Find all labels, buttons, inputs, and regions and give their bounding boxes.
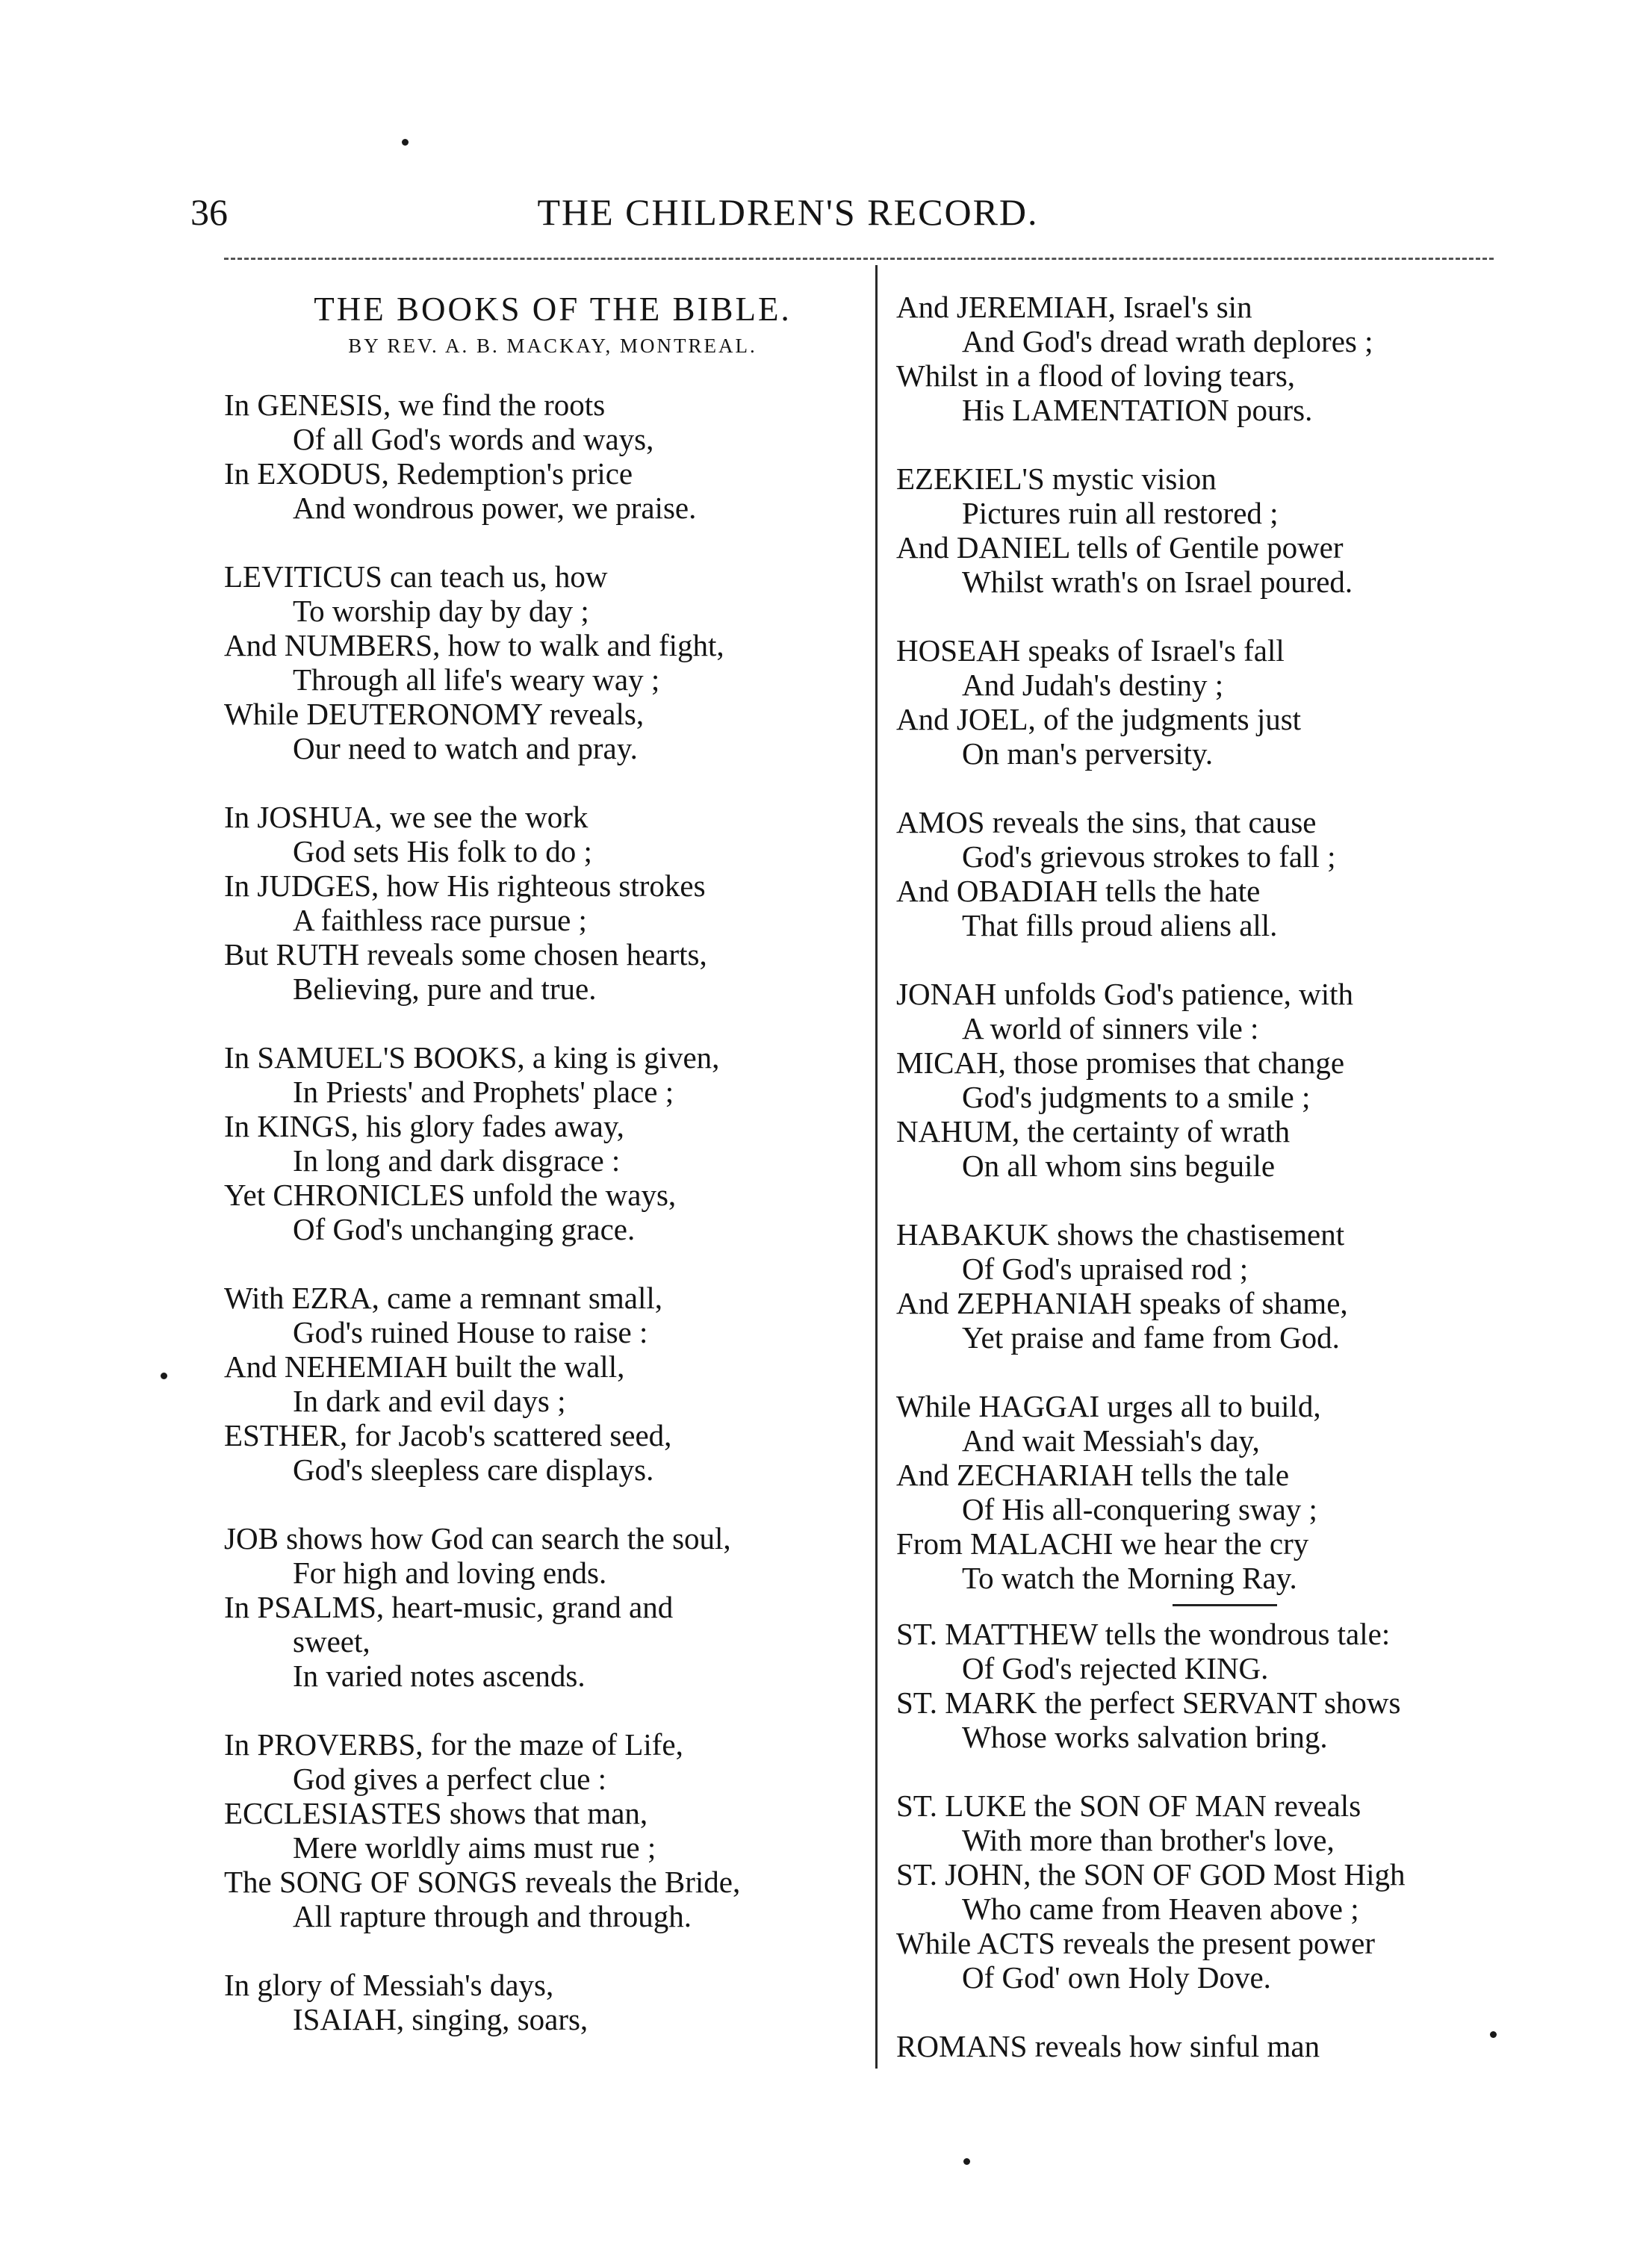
poem-line: MICAH, those promises that change <box>896 1045 1345 1080</box>
poem-line: In EXODUS, Redemption's price <box>224 456 633 491</box>
poem-line: Whilst in a flood of loving tears, <box>896 358 1296 393</box>
poem-line: HABAKUK shows the chastisement <box>896 1217 1345 1252</box>
poem-line: To worship day by day ; <box>293 594 589 628</box>
poem-line: ECCLESIASTES shows that man, <box>224 1796 648 1830</box>
stanza <box>896 1789 1509 1995</box>
poem-line: And wondrous power, we praise. <box>293 491 697 525</box>
poem-line: In SAMUEL'S BOOKS, a king is given, <box>224 1040 720 1075</box>
poem-line: To watch the Morning Ray. <box>962 1561 1297 1595</box>
poem-line: Of His all-conquering sway ; <box>962 1492 1317 1526</box>
poem-line: HOSEAH speaks of Israel's fall <box>896 633 1285 668</box>
poem-line: In GENESIS, we find the roots <box>224 388 606 422</box>
poem-line: For high and loving ends. <box>293 1556 607 1590</box>
poem-line: God gives a perfect clue : <box>293 1762 607 1796</box>
poem-line: But RUTH reveals some chosen hearts, <box>224 937 707 972</box>
poem-line: And God's dread wrath deplores ; <box>962 324 1373 358</box>
poem-line: That fills proud aliens all. <box>962 908 1278 942</box>
poem-line: God's sleepless care displays. <box>293 1452 654 1487</box>
stanza <box>224 1968 881 2036</box>
poem-line: And OBADIAH tells the hate <box>896 874 1261 908</box>
poem-line: sweet, <box>293 1624 370 1659</box>
poem-line: And NEHEMIAH built the wall, <box>224 1349 625 1384</box>
poem-line: In long and dark disgrace : <box>293 1143 621 1178</box>
poem-line: AMOS reveals the sins, that cause <box>896 805 1317 839</box>
poem-line: JONAH unfolds God's patience, with <box>896 977 1354 1011</box>
poem-title: THE BOOKS OF THE BIBLE. <box>314 290 792 328</box>
poem-line: NAHUM, the certainty of wrath <box>896 1114 1291 1149</box>
stanza <box>224 1521 881 1693</box>
poem-line: His LAMENTATION pours. <box>962 393 1313 427</box>
poem-line: While HAGGAI urges all to build, <box>896 1389 1321 1423</box>
poem-line: Mere worldly aims must rue ; <box>293 1830 656 1865</box>
poem-line: Who came from Heaven above ; <box>962 1892 1359 1926</box>
poem-line: In JUDGES, how His righteous strokes <box>224 868 706 903</box>
stanza <box>896 2029 1509 2063</box>
poem-line: In PSALMS, heart-music, grand and <box>224 1590 674 1624</box>
poem-author: BY REV. A. B. MACKAY, MONTREAL. <box>348 335 757 357</box>
poem-line: And JEREMIAH, Israel's sin <box>896 290 1252 324</box>
poem-line: While ACTS reveals the present power <box>896 1926 1376 1960</box>
poem-line: And Judah's destiny ; <box>962 668 1224 702</box>
poem-line: The SONG OF SONGS reveals the Bride, <box>224 1865 741 1899</box>
poem-line: EZEKIEL'S mystic vision <box>896 462 1217 496</box>
poem-line: Of God's upraised rod ; <box>962 1252 1249 1286</box>
poem-line: ESTHER, for Jacob's scattered seed, <box>224 1418 672 1452</box>
ink-speck <box>963 2158 970 2165</box>
poem-line: Yet CHRONICLES unfold the ways, <box>224 1178 677 1212</box>
poem-line: Yet praise and fame from God. <box>962 1320 1340 1355</box>
ink-speck <box>402 139 409 146</box>
poem-line: God's ruined House to raise : <box>293 1315 648 1349</box>
poem-line: In PROVERBS, for the maze of Life, <box>224 1727 683 1762</box>
poem-line: Whose works salvation bring. <box>962 1720 1328 1754</box>
poem-line: Of God' own Holy Dove. <box>962 1960 1271 1995</box>
poem-line: While DEUTERONOMY reveals, <box>224 697 645 731</box>
poem-line: And NUMBERS, how to walk and fight, <box>224 628 724 662</box>
poem-line: In glory of Messiah's days, <box>224 1968 554 2002</box>
poem-line: ROMANS reveals how sinful man <box>896 2029 1320 2063</box>
section-rule <box>1173 1604 1277 1606</box>
poem-line: ISAIAH, singing, soars, <box>293 2002 589 2036</box>
poem-line: God's judgments to a smile ; <box>962 1080 1311 1114</box>
poem-line: And JOEL, of the judgments just <box>896 702 1302 736</box>
header-rule <box>224 258 1494 260</box>
stanza <box>224 559 881 765</box>
stanza <box>224 388 881 525</box>
poem-line: Believing, pure and true. <box>293 972 597 1006</box>
stanza <box>896 290 1509 427</box>
poem-line: A faithless race pursue ; <box>293 903 587 937</box>
stanza <box>224 800 881 1006</box>
running-title: THE CHILDREN'S RECORD. <box>537 191 1039 233</box>
poem-line: God sets His folk to do ; <box>293 834 592 868</box>
poem-line: Of all God's words and ways, <box>293 422 654 456</box>
poem-line: ST. MARK the perfect SERVANT shows <box>896 1685 1401 1720</box>
poem-line: Whilst wrath's on Israel poured. <box>962 565 1353 599</box>
stanza <box>224 1040 881 1246</box>
poem-line: From MALACHI we hear the cry <box>896 1526 1309 1561</box>
stanza <box>896 462 1509 599</box>
poem-line: Of God's rejected KING. <box>962 1651 1269 1685</box>
poem-line: JOB shows how God can search the soul, <box>224 1521 731 1556</box>
ink-speck <box>161 1373 167 1379</box>
stanza <box>896 1217 1509 1355</box>
poem-line: Through all life's weary way ; <box>293 662 660 697</box>
poem-line: A world of sinners vile : <box>962 1011 1259 1045</box>
right-column <box>896 290 1509 2098</box>
poem-line: In dark and evil days ; <box>293 1384 566 1418</box>
poem-line: On all whom sins beguile <box>962 1149 1276 1183</box>
page-header <box>190 190 1385 243</box>
stanza <box>896 977 1509 1183</box>
poem-line: God's grievous strokes to fall ; <box>962 839 1336 874</box>
poem-line: And ZEPHANIAH speaks of shame, <box>896 1286 1348 1320</box>
poem-line: In KINGS, his glory fades away, <box>224 1109 624 1143</box>
page-number: 36 <box>190 191 228 233</box>
poem-line: And DANIEL tells of Gentile power <box>896 530 1344 565</box>
stanza <box>896 633 1509 771</box>
poem-line: ST. MATTHEW tells the wondrous tale: <box>896 1617 1391 1651</box>
poem-line: ST. JOHN, the SON OF GOD Most High <box>896 1857 1406 1892</box>
stanza <box>896 1389 1509 1595</box>
poem-line: LEVITICUS can teach us, how <box>224 559 608 594</box>
poem-line: Of God's unchanging grace. <box>293 1212 636 1246</box>
stanza <box>224 1281 881 1487</box>
poem-line: In Priests' and Prophets' place ; <box>293 1075 674 1109</box>
stanza <box>896 805 1509 942</box>
poem-line: With EZRA, came a remnant small, <box>224 1281 662 1315</box>
poem-line: In JOSHUA, we see the work <box>224 800 589 834</box>
poem-line: All rapture through and through. <box>293 1899 692 1933</box>
poem-line: With more than brother's love, <box>962 1823 1335 1857</box>
poem-line: On man's perversity. <box>962 736 1214 771</box>
poem-line: And ZECHARIAH tells the tale <box>896 1458 1290 1492</box>
poem-line: Pictures ruin all restored ; <box>962 496 1279 530</box>
poem-line: ST. LUKE the SON OF MAN reveals <box>896 1789 1361 1823</box>
poem-line: Our need to watch and pray. <box>293 731 638 765</box>
poem-line: In varied notes ascends. <box>293 1659 586 1693</box>
stanza <box>224 1727 881 1933</box>
left-column <box>224 290 881 2071</box>
poem-line: And wait Messiah's day, <box>962 1423 1260 1458</box>
stanza <box>896 1617 1509 1754</box>
